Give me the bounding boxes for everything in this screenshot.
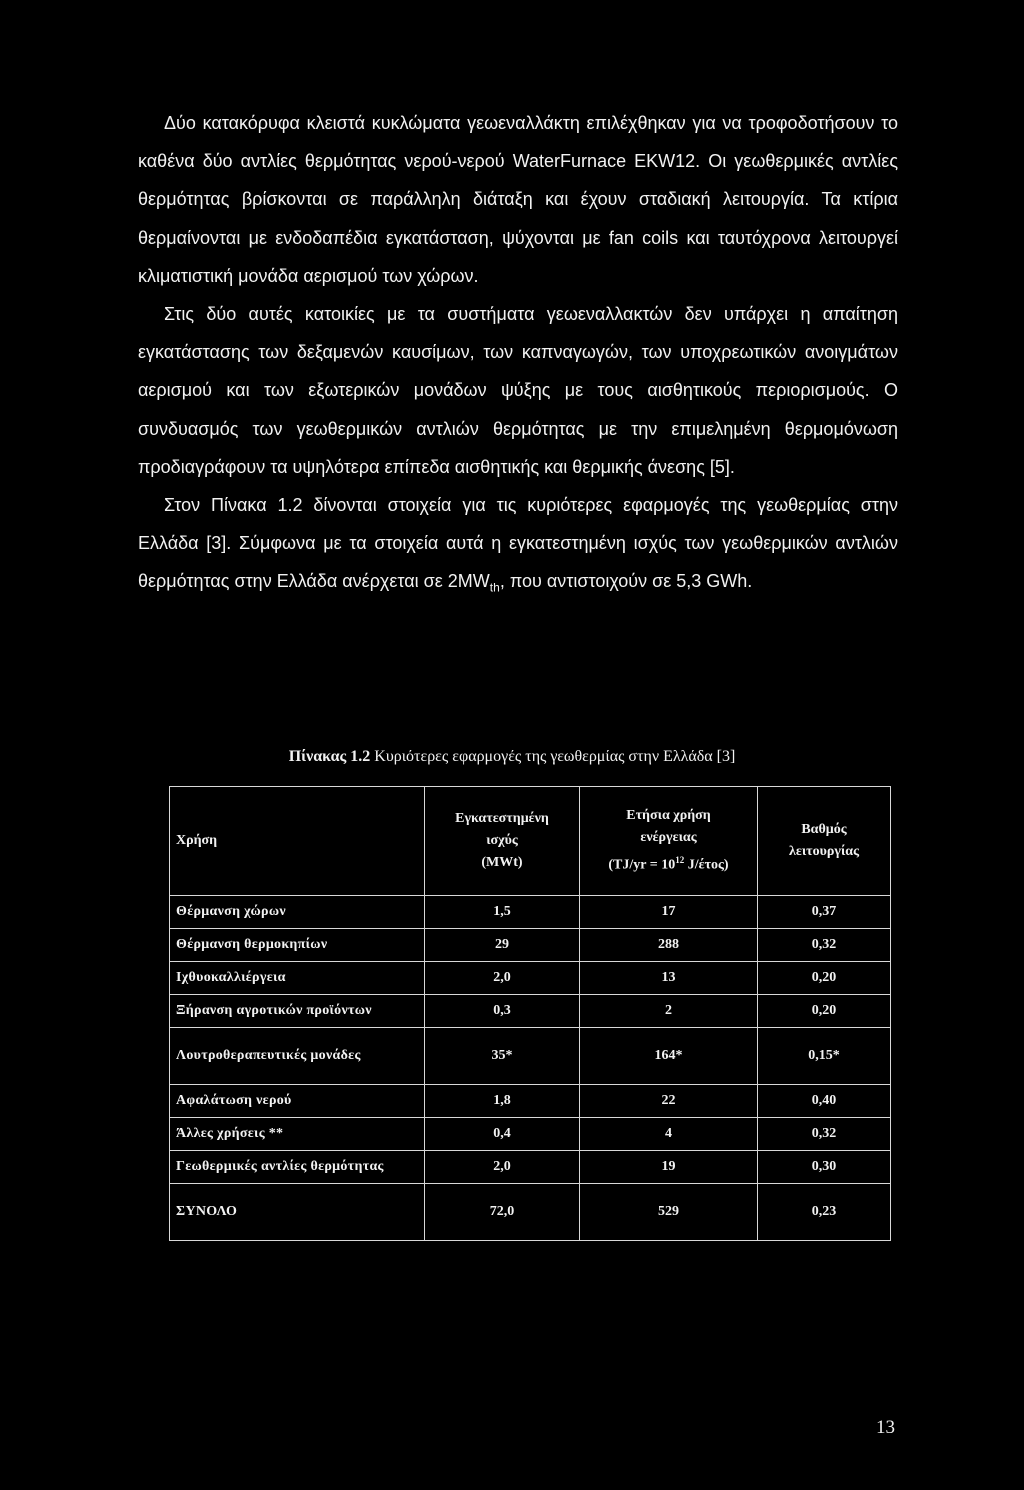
table-caption	[0, 748, 1024, 766]
cell-factor: 0,40	[758, 1085, 891, 1118]
cell-energy: 529	[580, 1184, 758, 1241]
cell-factor: 0,32	[758, 1118, 891, 1151]
cell-factor: 0,20	[758, 962, 891, 995]
paragraph-2: Στις δύο αυτές κατοικίες με τα συστήματα γεωεναλλακτών δεν υπάρχει η απαίτηση εγκατάστασης των δεξαμενών καυσίμων, των καπναγωγών, των υποχρεωτικών ανοιγμάτων αερισμού και των εξωτερικών μονάδων ψύξης με τους αισθητικούς περιορισμούς. Ο συνδυασμός των γεωθερμικών αντλιών θερμότητας με την επιμελημένη θερμομόνωση προδιαγράφουν τα υψηλότερα επίπεδα αισθητικής και θερμικής άνεσης [5].	[138, 304, 898, 477]
paragraph-3-subscript: th	[489, 581, 500, 596]
table-header-row	[170, 787, 891, 896]
paragraph-3-tail: , που αντιστοιχούν σε 5,3 GWh.	[499, 571, 753, 592]
cell-power: 29	[425, 929, 580, 962]
cell-power: 1,8	[425, 1085, 580, 1118]
header-use: Χρήση	[170, 787, 425, 896]
cell-energy: 13	[580, 962, 758, 995]
table-row	[170, 962, 891, 995]
cell-factor: 0,30	[758, 1151, 891, 1184]
header-factor: Βαθμός λειτουργίας	[758, 787, 891, 896]
cell-power: 35*	[425, 1028, 580, 1085]
cell-energy: 4	[580, 1118, 758, 1151]
cell-use: Γεωθερμικές αντλίες θερμότητας	[170, 1151, 425, 1184]
cell-use: Ιχθυοκαλλιέργεια	[170, 962, 425, 995]
cell-use: Άλλες χρήσεις **	[170, 1118, 425, 1151]
cell-use: Ξήρανση αγροτικών προϊόντων	[170, 995, 425, 1028]
cell-energy: 17	[580, 896, 758, 929]
table-caption-text: Κυριότερες εφαρμογές της γεωθερμίας στην Ελλάδα [3]	[370, 748, 736, 765]
table-row	[170, 1118, 891, 1151]
cell-power: 2,0	[425, 962, 580, 995]
paragraph-3-text: Στον Πίνακα 1.2 δίνονται στοιχεία για τις κυριότερες εφαρμογές της γεωθερμίας στην Ελλάδα [3]. Σύμφωνα με τα στοιχεία αυτά η εγκατεστημένη ισχύς των γεωθερμικών αντλιών θερμότητας στην Ελλάδα ανέρχεται σε 2MW	[138, 495, 898, 592]
page-number: 13	[876, 1417, 895, 1438]
cell-power: 72,0	[425, 1184, 580, 1241]
paragraph-1: Δύο κατακόρυφα κλειστά κυκλώματα γεωεναλλάκτη επιλέχθηκαν για να τροφοδοτήσουν το καθένα δύο αντλίες θερμότητας νερού-νερού WaterFurnace EKW12. Οι γεωθερμικές αντλίες θερμότητας βρίσκονται σε παράλληλη διάταξη και έχουν σταδιακή λειτουργία. Τα κτίρια θερμαίνονται με ενδοδαπέδια εγκατάσταση, ψύχονται με fan coils και ταυτόχρονα λειτουργεί κλιματιστική μονάδα αερισμού των χώρων.	[138, 113, 898, 286]
cell-power: 2,0	[425, 1151, 580, 1184]
table-row-total	[170, 1184, 891, 1241]
cell-factor: 0,37	[758, 896, 891, 929]
paragraph-3	[138, 486, 898, 607]
body-text	[138, 104, 898, 607]
cell-use: Θέρμανση χώρων	[170, 896, 425, 929]
table-row	[170, 896, 891, 929]
table-row	[170, 1151, 891, 1184]
geothermal-applications-table	[169, 786, 891, 1241]
cell-use: Λουτροθεραπευτικές μονάδες	[170, 1028, 425, 1085]
table-row	[170, 929, 891, 962]
cell-energy: 19	[580, 1151, 758, 1184]
table-caption-label: Πίνακας 1.2	[288, 748, 371, 765]
cell-power: 1,5	[425, 896, 580, 929]
cell-use: ΣΥΝΟΛΟ	[170, 1184, 425, 1241]
header-power: Εγκατεστημένη ισχύς (MWt)	[425, 787, 580, 896]
cell-power: 0,3	[425, 995, 580, 1028]
cell-energy: 288	[580, 929, 758, 962]
cell-energy: 22	[580, 1085, 758, 1118]
table-row	[170, 1085, 891, 1118]
cell-factor: 0,23	[758, 1184, 891, 1241]
cell-use: Αφαλάτωση νερού	[170, 1085, 425, 1118]
cell-power: 0,4	[425, 1118, 580, 1151]
cell-factor: 0,20	[758, 995, 891, 1028]
cell-factor: 0,32	[758, 929, 891, 962]
cell-factor: 0,15*	[758, 1028, 891, 1085]
cell-use: Θέρμανση θερμοκηπίων	[170, 929, 425, 962]
table-row	[170, 995, 891, 1028]
header-energy: Ετήσια χρήση ενέργειας ($TJ/yr = 10^{12}$ J/έτος)	[580, 787, 758, 896]
cell-energy: 164*	[580, 1028, 758, 1085]
cell-energy: 2	[580, 995, 758, 1028]
table-row	[170, 1028, 891, 1085]
